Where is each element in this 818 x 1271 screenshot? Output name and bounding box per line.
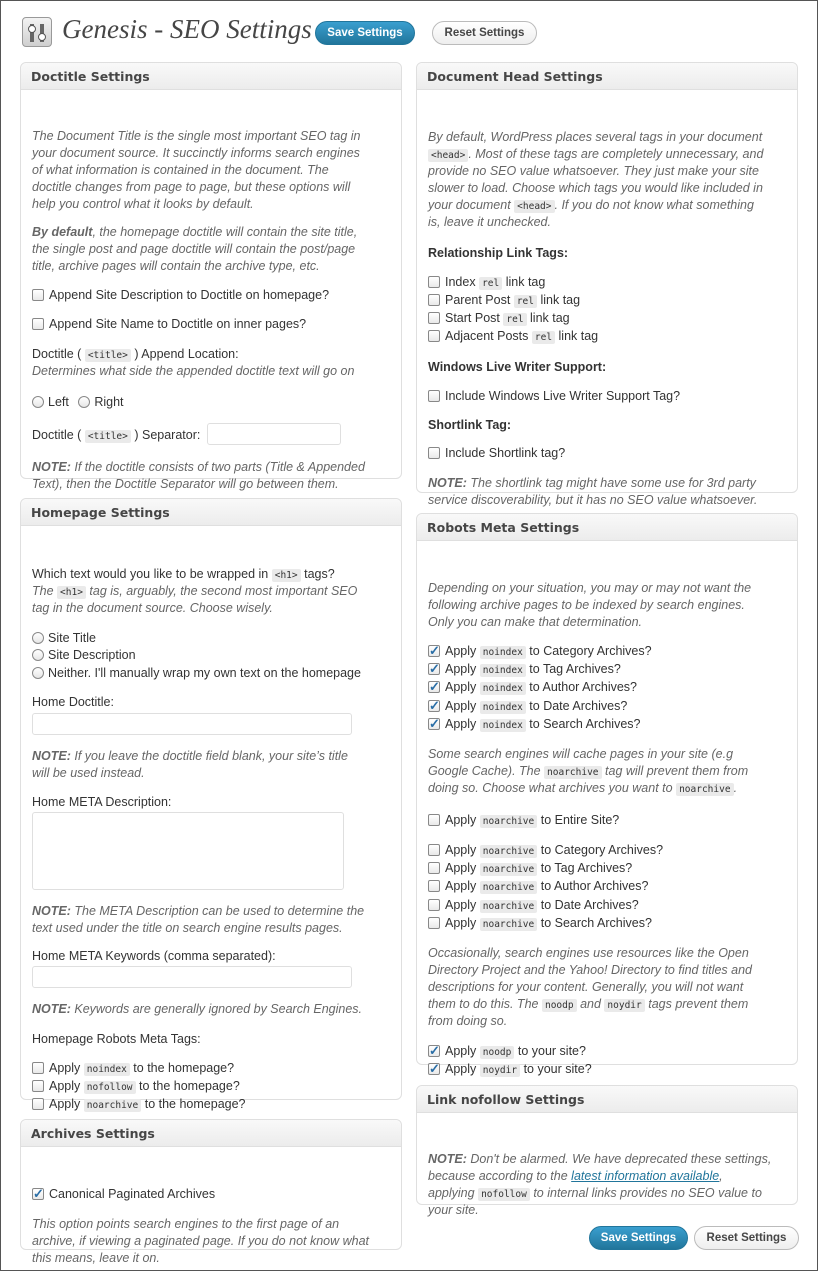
doctitle-intro-line: help you control what it looks by default. (32, 197, 254, 211)
home-doctitle-label: Home Doctitle: (32, 695, 114, 709)
noindex-category-checkbox[interactable] (428, 645, 440, 657)
noarchive-entire-checkbox[interactable] (428, 814, 440, 826)
archives-help-line: archive, if viewing a paginated page. If you do not know what (32, 1234, 370, 1248)
archives-settings-heading: Archives Settings (21, 1120, 401, 1147)
shortlink-tag-heading: Shortlink Tag: (428, 418, 512, 432)
doctitle-default-line: By default, the homepage doctitle will contain the site title, (32, 225, 358, 239)
robots-meta-settings-panel (416, 513, 798, 1076)
homepage-noindex-checkbox[interactable] (32, 1062, 44, 1074)
tools-icon (23, 18, 53, 48)
reset-settings-button-bottom[interactable]: Reset Settings (694, 1226, 799, 1250)
start-post-rel-checkbox[interactable] (428, 312, 440, 324)
robots-meta-settings-heading: Robots Meta Settings (417, 514, 797, 541)
shortlink-note-line: service discoverability, but it has no SEO value whatsoever. (428, 493, 758, 507)
directory-help-line: Directory Project and the Yahoo! Directory to find titles and (428, 963, 753, 977)
windows-live-writer-heading: Windows Live Writer Support: (428, 360, 607, 374)
noodp-site-checkbox[interactable] (428, 1045, 440, 1057)
cache-help-line: Google Cache). The noarchive tag will prevent them from (428, 764, 749, 778)
append-location-label: Doctitle ( <title> ) Append Location: (32, 347, 239, 361)
canonical-paginated-checkbox[interactable] (32, 1188, 44, 1200)
homepage-noindex-option[interactable]: Apply noindex to the homepage? (32, 1060, 234, 1078)
home-meta-keywords-label: Home META Keywords (comma separated): (32, 949, 276, 963)
noarchive-category-option[interactable]: Apply noarchive to Category Archives? (428, 842, 663, 860)
head-intro-line: slower to load. Choose which tags you would like included in (428, 181, 763, 195)
parent-post-rel-option[interactable]: Parent Post rel link tag (428, 292, 580, 310)
directory-help-line: descriptions for your content. Generally, you will not want (428, 980, 744, 994)
doctitle-note-line: NOTE: If the doctitle consists of two parts (Title & Appended (32, 460, 365, 474)
robots-intro-line: following archive pages to be indexed by search engines. (428, 598, 745, 612)
noindex-author-option[interactable]: ✓Apply noindex to Author Archives? (428, 679, 637, 697)
noarchive-search-option[interactable]: Apply noarchive to Search Archives? (428, 915, 652, 933)
noydir-site-checkbox[interactable] (428, 1063, 440, 1075)
append-description-checkbox[interactable] (32, 289, 44, 301)
shortlink-tag-option[interactable]: Include Shortlink tag? (428, 445, 565, 462)
homepage-nofollow-checkbox[interactable] (32, 1080, 44, 1092)
append-site-name-checkbox[interactable] (32, 318, 44, 330)
head-intro-line: <head> . Most of these tags are completely unnecessary, and (428, 146, 763, 164)
noindex-author-checkbox[interactable] (428, 681, 440, 693)
noarchive-date-checkbox[interactable] (428, 899, 440, 911)
h1-help-line: tag in the document source. Choose wisely. (32, 601, 273, 615)
noindex-search-option[interactable]: ✓Apply noindex to Search Archives? (428, 716, 640, 734)
homepage-note-line: will be used instead. (32, 766, 145, 780)
h1-site-description-option[interactable]: Site Description (32, 647, 136, 664)
link-nofollow-settings-panel (416, 1085, 798, 1217)
canonical-paginated-option[interactable]: ✓Canonical Paginated Archives (32, 1186, 215, 1203)
h1-site-description-radio[interactable] (32, 649, 44, 661)
meta-description-note-line: NOTE: The META Description can be used to determine the (32, 904, 365, 918)
h1-neither-radio[interactable] (32, 667, 44, 679)
parent-post-rel-checkbox[interactable] (428, 294, 440, 306)
directory-help-line: Occasionally, search engines use resources like the Open (428, 946, 749, 960)
robots-intro-line: Depending on your situation, you may or may not want the (428, 581, 752, 595)
index-rel-option[interactable]: Index rel link tag (428, 274, 545, 292)
nofollow-note-line: NOTE: Don't be alarmed. We have deprecated these settings, (428, 1152, 772, 1166)
start-post-rel-option[interactable]: Start Post rel link tag (428, 310, 570, 328)
homepage-robots-label: Homepage Robots Meta Tags: (32, 1032, 201, 1046)
cache-help-line: doing so. Choose what archives you want to noarchive . (428, 781, 738, 795)
page-title: Genesis - SEO Settings (62, 14, 312, 44)
seo-settings-app-icon (22, 17, 52, 47)
noarchive-tag-option[interactable]: Apply noarchive to Tag Archives? (428, 860, 632, 878)
noindex-date-checkbox[interactable] (428, 700, 440, 712)
head-intro-line: By default, WordPress places several tags in your document (428, 130, 763, 144)
location-left-label: Left (48, 395, 69, 409)
shortlink-note-line: NOTE: The shortlink tag might have some use for 3rd party (428, 476, 756, 490)
reset-settings-button-top[interactable]: Reset Settings (432, 21, 537, 45)
location-right-radio[interactable] (78, 396, 90, 408)
wlw-tag-checkbox[interactable] (428, 390, 440, 402)
head-intro-line: is, leave it unchecked. (428, 215, 551, 229)
noarchive-category-checkbox[interactable] (428, 844, 440, 856)
home-doctitle-input[interactable] (32, 713, 352, 735)
noarchive-author-option[interactable]: Apply noarchive to Author Archives? (428, 878, 648, 896)
nofollow-note-line: your site. (428, 1203, 479, 1217)
noarchive-date-option[interactable]: Apply noarchive to Date Archives? (428, 897, 639, 915)
index-rel-checkbox[interactable] (428, 276, 440, 288)
shortlink-tag-checkbox[interactable] (428, 447, 440, 459)
doctitle-note-line: Text), then the Doctitle Separator will go between them. (32, 477, 339, 491)
doctitle-intro-line: of what information is contained in the document. The (32, 163, 329, 177)
head-intro-line: provide no SEO value whatsoever. They just make your site (428, 164, 759, 178)
relationship-link-tags-heading: Relationship Link Tags: (428, 246, 569, 260)
meta-description-note-line: text used under the title on search engine results pages. (32, 921, 343, 935)
separator-label: Doctitle ( <title> ) Separator: (32, 428, 201, 442)
noarchive-author-checkbox[interactable] (428, 880, 440, 892)
archives-help-line: this means, leave it on. (32, 1251, 160, 1265)
separator-input[interactable] (207, 423, 341, 445)
homepage-noarchive-checkbox[interactable] (32, 1098, 44, 1110)
doctitle-settings-heading: Doctitle Settings (21, 63, 401, 90)
doctitle-settings-panel (20, 62, 402, 491)
robots-intro-line: Only you can make that determination. (428, 615, 643, 629)
home-meta-description-label: Home META Description: (32, 795, 172, 809)
home-meta-description-textarea[interactable] (32, 812, 344, 890)
home-meta-keywords-input[interactable] (32, 966, 352, 988)
homepage-settings-heading: Homepage Settings (21, 499, 401, 526)
location-right-label: Right (94, 395, 124, 409)
h1-question: Which text would you like to be wrapped in <h1> tags? (32, 567, 335, 581)
location-left-radio[interactable] (32, 396, 44, 408)
directory-help-line: from doing so. (428, 1014, 508, 1028)
save-settings-button-bottom[interactable]: Save Settings (589, 1226, 688, 1250)
homepage-nofollow-option[interactable]: Apply nofollow to the homepage? (32, 1078, 240, 1096)
document-head-settings-heading: Document Head Settings (417, 63, 797, 90)
h1-site-title-radio[interactable] (32, 632, 44, 644)
adjacent-posts-rel-checkbox[interactable] (428, 330, 440, 342)
noodp-site-option[interactable]: ✓Apply noodp to your site? (428, 1043, 586, 1061)
nofollow-note-line: because according to the latest information available, (428, 1169, 723, 1183)
doctitle-intro-line: doctitle changes from page to page, but these options will (32, 180, 351, 194)
link-nofollow-settings-heading: Link nofollow Settings (417, 1086, 797, 1113)
directory-help-line: them to do this. The noodp and noydir tags prevent them (428, 997, 749, 1011)
wlw-tag-option[interactable]: Include Windows Live Writer Support Tag? (428, 388, 680, 405)
keywords-note-line: NOTE: Keywords are generally ignored by Search Engines. (32, 1002, 363, 1016)
noindex-tag-checkbox[interactable] (428, 663, 440, 675)
noindex-tag-option[interactable]: ✓Apply noindex to Tag Archives? (428, 661, 621, 679)
homepage-settings-panel (20, 498, 402, 1111)
cache-help-line: Some search engines will cache pages in your site (e.g (428, 747, 734, 761)
homepage-noarchive-option[interactable]: Apply noarchive to the homepage? (32, 1096, 246, 1114)
doctitle-intro-line: your document source. It succinctly informs search engines (32, 146, 360, 160)
h1-neither-option[interactable]: Neither. I'll manually wrap my own text on the homepage (32, 665, 361, 682)
h1-help-line: The <h1> tag is, arguably, the second most important SEO (32, 584, 358, 598)
adjacent-posts-rel-option[interactable]: Adjacent Posts rel link tag (428, 328, 598, 346)
archives-help-line: This option points search engines to the first page of an (32, 1217, 340, 1231)
noarchive-search-checkbox[interactable] (428, 917, 440, 929)
h1-site-title-option[interactable]: Site Title (32, 630, 96, 647)
noarchive-entire-option[interactable]: Apply noarchive to Entire Site? (428, 812, 619, 830)
append-location-help: Determines what side the appended doctitle text will go on (32, 364, 355, 378)
append-site-name-option[interactable]: Append Site Name to Doctitle on inner pages? (32, 316, 306, 333)
by-default-label: By default (32, 225, 93, 239)
noindex-category-option[interactable]: ✓Apply noindex to Category Archives? (428, 643, 652, 661)
noarchive-tag-checkbox[interactable] (428, 862, 440, 874)
append-description-option[interactable]: Append Site Description to Doctitle on homepage? (32, 287, 329, 304)
head-intro-line: your document <head> . If you do not know what something (428, 198, 754, 212)
document-head-settings-panel (416, 62, 798, 507)
append-location-radios (32, 394, 124, 411)
noindex-search-checkbox[interactable] (428, 718, 440, 730)
nofollow-note-line: applying nofollow to internal links provides no SEO value to (428, 1186, 762, 1200)
noydir-site-option[interactable]: ✓Apply noydir to your site? (428, 1061, 592, 1079)
noindex-date-option[interactable]: ✓Apply noindex to Date Archives? (428, 698, 627, 716)
save-settings-button-top[interactable]: Save Settings (315, 21, 415, 45)
doctitle-default-line: the single post and page doctitle will contain the post/page (32, 242, 356, 256)
doctitle-default-line: title, archive pages will contain the archive type, etc. (32, 259, 320, 273)
latest-information-link[interactable]: latest information available (571, 1169, 720, 1183)
archives-settings-panel (20, 1119, 402, 1265)
doctitle-intro-line: The Document Title is the single most important SEO tag in (32, 129, 361, 143)
homepage-note-line: NOTE: If you leave the doctitle field blank, your site’s title (32, 749, 348, 763)
